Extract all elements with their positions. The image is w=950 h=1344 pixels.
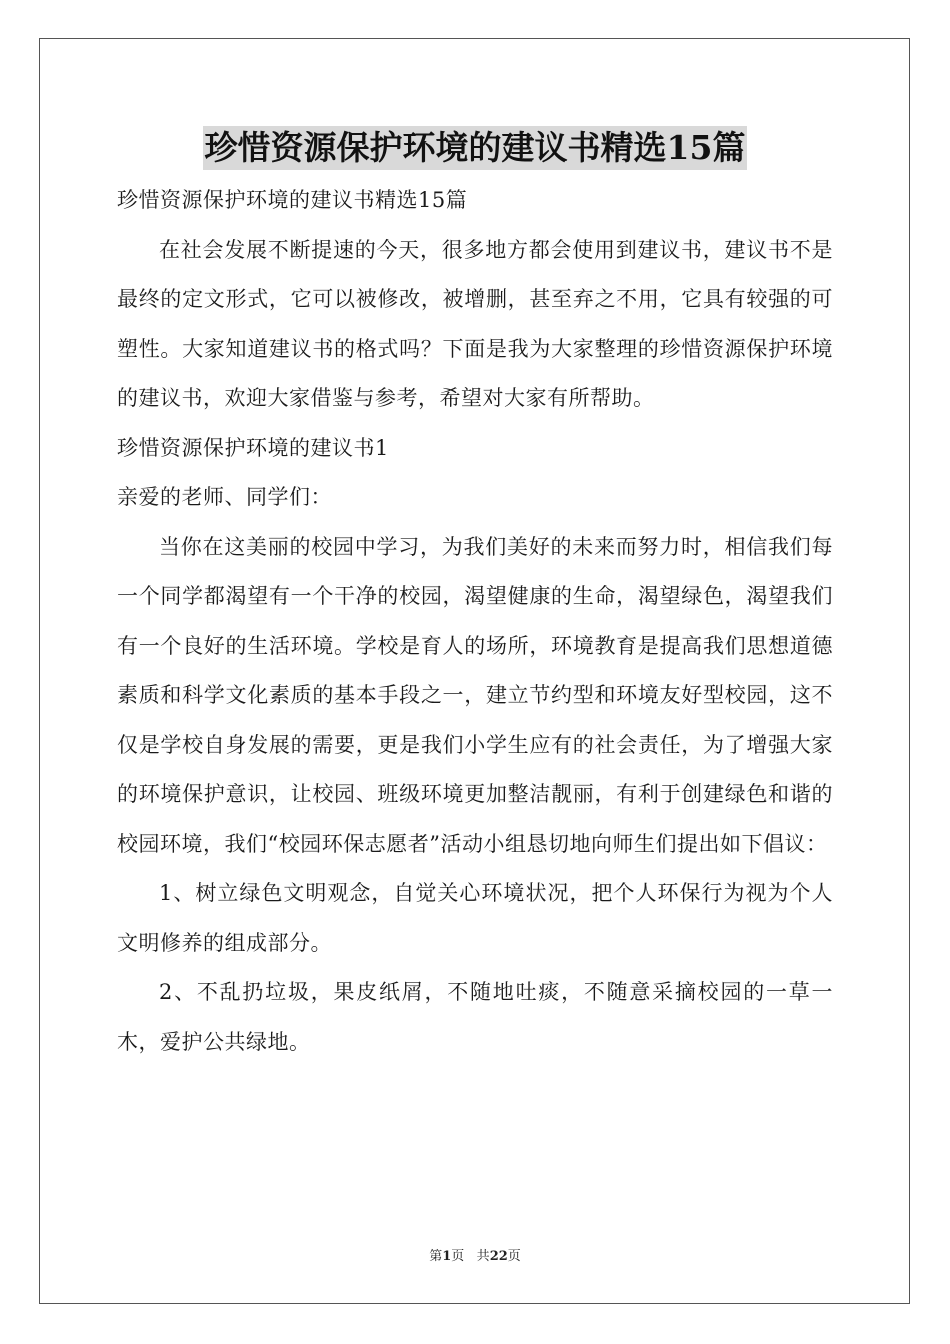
total-prefix: 共	[476, 1249, 490, 1264]
page-number: 1	[442, 1249, 452, 1264]
total-suffix: 页	[507, 1249, 521, 1264]
salutation: 亲爱的老师、同学们：	[117, 485, 332, 509]
proposal-item-1: 1、树立绿色文明观念，自觉关心环境状况，把个人环保行为视为个人文明修养的组成部分。	[117, 881, 833, 955]
page-prefix: 第	[429, 1249, 443, 1264]
intro-paragraph: 在社会发展不断提速的今天，很多地方都会使用到建议书，建议书不是最终的定文形式，它可以被修改，被增删，甚至弃之不用，它具有较强的可塑性。大家知道建议书的格式吗？下面是我为大家整理的珍惜资源保护环境的建议书，欢迎大家借鉴与参考，希望对大家有所帮助。	[117, 237, 833, 410]
title-wrap	[0, 126, 950, 170]
subtitle-line: 珍惜资源保护环境的建议书精选15篇	[117, 188, 468, 212]
document-title: 珍惜资源保护环境的建议书精选15篇	[203, 126, 748, 170]
total-pages: 22	[489, 1249, 508, 1264]
proposal-item-2: 2、不乱扔垃圾，果皮纸屑，不随地吐痰，不随意采摘校园的一草一木，爱护公共绿地。	[117, 980, 833, 1054]
body-paragraph: 当你在这美丽的校园中学习，为我们美好的未来而努力时，相信我们每一个同学都渴望有一个干净的校园，渴望健康的生命，渴望绿色，渴望我们有一个良好的生活环境。学校是育人的场所，环境教育是提高我们思想道德素质和科学文化素质的基本手段之一，建立节约型和环境友好型校园，这不仅是学校自身发展的需要，更是我们小学生应有的社会责任，为了增强大家的环境保护意识，让校园、班级环境更加整洁靓丽，有利于创建绿色和谐的校园环境，我们“校园环保志愿者”活动小组恳切地向师生们提出如下倡议：	[117, 534, 833, 856]
section-heading: 珍惜资源保护环境的建议书1	[117, 435, 389, 460]
page-suffix: 页	[451, 1249, 465, 1264]
page-footer	[0, 1245, 950, 1264]
document-body	[117, 176, 833, 1067]
